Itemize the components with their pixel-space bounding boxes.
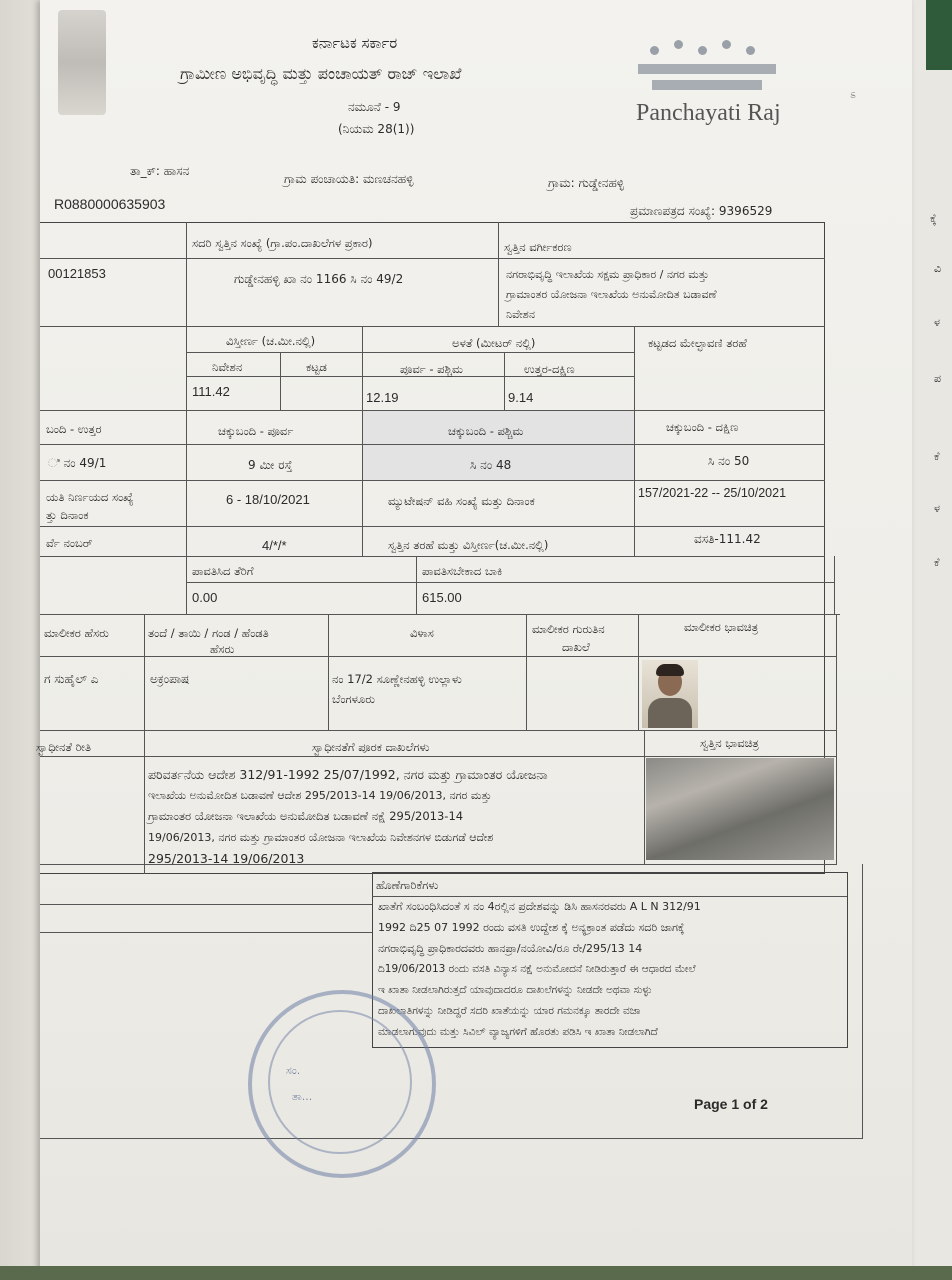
dept-title: ಗ್ರಾಮೀಣ ಅಭಿವೃದ್ಧಿ ಮತ್ತು ಪಂಚಾಯತ್ ರಾಜ್ ಇಲಾಖೆ: [180, 64, 462, 83]
next-page-char: ಕ್ಕೆ: [930, 212, 937, 225]
next-page-char: ಪ: [934, 372, 942, 385]
south-boundary-label: ಚಕ್ಕುಬಂದಿ - ದಕ್ಷಿಣ: [666, 420, 739, 434]
liabilities-text: [378, 896, 848, 1043]
form-number: ನಮೂನೆ - 9: [348, 100, 401, 114]
next-page-char: ಕೆ: [934, 556, 940, 569]
mutation-value: 157/2021-22 -- 25/10/2021: [638, 486, 787, 500]
page-number: Page 1 of 2: [694, 1096, 768, 1112]
owner-id-label-1: ಮಾಲೀಕರ ಗುರುತಿನ: [532, 622, 605, 636]
east-west-label: ಪೂರ್ವ - ಪಶ್ಚಿಮ: [400, 362, 463, 376]
building-label: ಕಟ್ಟಡ: [306, 360, 327, 374]
panchayati-raj-logo: [632, 38, 782, 100]
owner-id-label-2: ದಾಖಲೆ: [562, 640, 590, 654]
gram-panchayat: ಗ್ರಾಮ ಪಂಚಾಯತಿ: ಮಣಚನಹಳ್ಳಿ: [284, 172, 414, 186]
certificate-number: ಪ್ರಮಾಣಪತ್ರದ ಸಂಖ್ಯೆ: 9396529: [630, 204, 773, 218]
east-boundary-label: ಚಕ್ಕುಬಂದಿ - ಪೂರ್ವ: [218, 424, 294, 438]
owner-name-label: ಮಾಲೀಕರ ಹೆಸರು: [44, 626, 109, 640]
area-label: ವಿಸ್ತೀರ್ಣ (ಚ.ಮೀ.ನಲ್ಲಿ): [226, 334, 316, 348]
liabilities-line: ಇ ಖಾತಾ ನೀಡಲಾಗಿರುತ್ತದೆ ಯಾವುದಾದರೂ ದಾಖಲೆಗಳನ್ನು ನೀಡದೇ ಅಥವಾ ಸುಳ್ಳು: [378, 984, 653, 996]
owner-name: ಗ ಸುಹೈಲ್ ಎ: [44, 672, 99, 686]
next-page-char: ಳ: [934, 502, 940, 515]
resolution-value: 6 - 18/10/2021: [226, 492, 310, 507]
next-page-char: ಕೆ: [934, 450, 940, 463]
south-boundary-value: ಸಿ ನಂ 50: [708, 454, 750, 468]
liabilities-line: 1992 ದಿ25 07 1992 ರಂದು ವಸತಿ ಉದ್ದೇಶ ಕ್ಕೆ ಅನ್ಯಕ್ರಾಂತ ಪಡೆದು ಸದರಿ ಜಾಗಕ್ಕೆ: [378, 921, 685, 934]
classification-value-1: ನಗರಾಭಿವೃದ್ಧಿ ಇಲಾಖೆಯ ಸಕ್ಷಮ ಪ್ರಾಧಿಕಾರ / ನಗರ ಮತ್ತು: [506, 268, 709, 281]
owner-photo: [642, 660, 698, 728]
gov-title: ಕರ್ನಾಟಕ ಸರ್ಕಾರ: [312, 34, 398, 52]
north-south-label: ಉತ್ತರ-ದಕ್ಷಿಣ: [524, 362, 575, 376]
next-page-char: ಳ: [934, 316, 940, 329]
classification-label: ಸ್ವತ್ತಿನ ವರ್ಗೀಕರಣ: [504, 240, 572, 254]
owner-address-1: ನಂ 17/2 ಸೂಣ್ಣೇನಹಳ್ಳಿ ಉಲ್ಲಾಳು: [332, 672, 462, 686]
owner-parent-label-2: ಹೆಸರು: [210, 642, 235, 656]
tax-paid-label: ಪಾವತಿಸಿದ ತೆರಿಗೆ: [192, 564, 254, 578]
owner-photo-label: ಮಾಲೀಕರ ಭಾವಚಿತ್ರ: [684, 620, 759, 634]
acquisition-docs-line: ಗ್ರಾಮಾಂತರ ಯೋಜನಾ ಇಲಾಖೆಯ ಅನುಮೋದಿತ ಬಡಾವಣೆ ನಕ್ಷೆ 295/2013-14: [148, 809, 464, 823]
resolution-label-1: ಯತಿ ನಿರ್ಣಯದ ಸಂಖ್ಯೆ: [46, 490, 134, 504]
east-west-value: 12.19: [366, 390, 399, 405]
acquisition-docs-line: 19/06/2013, ನಗರ ಮತ್ತು ಗ್ರಾಮಾಂತರ ಯೋಜನಾ ಇಲಾಖೆಯ ನಿವೇಶನಗಳ ಬಿಡುಗಡೆ ಆದೇಶ: [148, 831, 494, 844]
site-label: ನಿವೇಶನ: [212, 360, 243, 374]
reference-id: R0880000635903: [54, 196, 166, 212]
acquisition-method-label: ಸ್ವಾಧೀನತೆ ರೀತಿ: [36, 740, 92, 754]
background-object: [926, 0, 952, 70]
background-floor: [0, 1266, 952, 1280]
building-roof-label: ಕಟ್ಟಡದ ಮೇಲ್ಛಾವಣಿ ತರಹೆ: [648, 336, 747, 350]
owner-address-2: ಬೆಂಗಳೂರು: [332, 692, 375, 706]
owner-address-label: ವಿಳಾಸ: [410, 626, 434, 640]
property-photo-label: ಸ್ವತ್ತಿನ ಭಾವಚಿತ್ರ: [700, 736, 759, 750]
north-south-value: 9.14: [508, 390, 534, 405]
acquisition-docs-line: 295/2013-14 19/06/2013: [148, 851, 305, 866]
acquisition-docs-line: ಪರಿವರ್ತನೆಯ ಆದೇಶ 312/91-1992 25/07/1992, ನಗರ ಮತ್ತು ಗ್ರಾಮಾಂತರ ಯೋಜನಾ: [148, 767, 548, 782]
dimensions-label: ಅಳತೆ (ಮೀಟರ್ ನಲ್ಲಿ): [452, 336, 536, 350]
liabilities-label: ಹೊಣೆಗಾರಿಕೆಗಳು: [376, 878, 439, 892]
survey-label: ರ್ವೆ ನಂಬರ್: [46, 536, 93, 550]
official-seal-inner: [268, 1010, 412, 1154]
property-photo: [646, 758, 834, 860]
tax-due-label: ಪಾವತಿಸಬೇಕಾದ ಬಾಕಿ: [422, 564, 503, 578]
liabilities-line: ದಿ19/06/2013 ರಂದು ವಸತಿ ವಿನ್ಯಾಸ ನಕ್ಷೆ ಅನುಮೋದನೆ ನೀಡಿರುತ್ತಾರೆ ಈ ಆಧಾರದ ಮೇಲೆ: [378, 963, 696, 975]
liabilities-line: ಮಾಡಲಾಗುವುದು ಮತ್ತು ಸಿವಿಲ್ ವ್ಯಾಜ್ಯಗಳಿಗೆ ಹೊರತು ಪಡಿಸಿ ಇ ಖಾತಾ ನೀಡಲಾಗಿದೆ: [378, 1026, 658, 1038]
next-page-char: ವಿ: [934, 262, 942, 275]
property-type-value: ವಸತಿ-111.42: [694, 532, 761, 546]
property-type-label: ಸ್ವತ್ತಿನ ತರಹೆ ಮತ್ತು ವಿಸ್ತೀರ್ಣ(ಚ.ಮೀ.ನಲ್ಲಿ): [388, 538, 549, 552]
owner-parent: ಅಕ್ರಂಪಾಷ: [150, 672, 190, 686]
resolution-label-2: ತ್ತು ದಿನಾಂಕ: [46, 508, 89, 522]
liabilities-line: ಖಾತೆಗೆ ಸಂಬಂಧಿಸಿದಂತೆ ಸ ನಂ 4ರಲ್ಲಿನ ಪ್ರದೇಶವನ್ನು ಡಿಸಿ ಹಾಸನರವರು A L N 312/91: [378, 900, 701, 913]
logo-text: Panchayati Raj: [636, 100, 781, 126]
stamp-line-2: ತಾ...: [292, 1090, 313, 1103]
acquisition-docs: [148, 764, 640, 869]
north-boundary-value: ಿ ನಂ 49/1: [48, 456, 107, 470]
taluk: ತಾ_ಕ್: ಹಾಸನ: [130, 164, 190, 178]
west-boundary-value: ಸಿ ನಂ 48: [470, 458, 512, 472]
margin-mark: ಽ: [850, 88, 856, 101]
north-boundary-label: ಬಂದಿ - ಉತ್ತರ: [46, 422, 102, 436]
classification-value-3: ನಿವೇಶನ: [506, 308, 535, 321]
property-no-label: ಸದರಿ ಸ್ವತ್ತಿನ ಸಂಖ್ಯೆ (ಗ್ರಾ.ಪಂ.ದಾಖಲೆಗಳ ಪ್ರಕಾರ): [192, 236, 373, 250]
classification-value-2: ಗ್ರಾಮಾಂತರ ಯೋಜನಾ ಇಲಾಖೆಯ ಅನುಮೋದಿತ ಬಡಾವಣೆ: [506, 288, 717, 301]
village: ಗ್ರಾಮ: ಗುಡ್ಡೇನಹಳ್ಳಿ: [548, 176, 625, 190]
property-id: 00121853: [48, 266, 106, 281]
site-area-value: 111.42: [192, 384, 230, 399]
tax-paid-value: 0.00: [192, 590, 218, 605]
property-no-value: ಗುಡ್ಡೇನಹಳ್ಳಿ ಖಾ ನಂ 1166 ಸಿ ನಂ 49/2: [234, 272, 404, 286]
rule-number: (ನಿಯಮ 28(1)): [338, 122, 415, 136]
acquisition-docs-label: ಸ್ವಾಧೀನತೆಗೆ ಪೂರಕ ದಾಖಲೆಗಳು: [312, 740, 430, 754]
stamp-line-1: ಸಂ.: [286, 1064, 301, 1077]
tax-due-value: 615.00: [422, 590, 462, 605]
acquisition-docs-line: ಇಲಾಖೆಯ ಅನುಮೋದಿತ ಬಡಾವಣೆ ಆದೇಶ 295/2013-14 19/06/2013, ನಗರ ಮತ್ತು: [148, 789, 492, 802]
next-page-edge: [912, 0, 952, 1280]
mutation-label: ಮ್ಯುಟೇಷನ್ ವಹಿ ಸಂಖ್ಯೆ ಮತ್ತು ದಿನಾಂಕ: [388, 494, 535, 508]
state-emblem: [58, 10, 106, 115]
west-boundary-label: ಚಕ್ಕುಬಂದಿ - ಪಶ್ಚಿಮ: [448, 424, 524, 438]
liabilities-line: ನಗರಾಭಿವೃದ್ಧಿ ಪ್ರಾಧಿಕಾರದವರು ಹಾನಪ್ರಾ/ನಯೋವಿ/ರೂ ರೇ/295/13 14: [378, 942, 643, 955]
owner-parent-label-1: ತಂದೆ / ತಾಯಿ / ಗಂಡ / ಹೆಂಡತಿ: [148, 626, 269, 640]
survey-value: 4/*/*: [262, 538, 287, 553]
liabilities-line: ದಾಖಲಾತಿಗಳನ್ನು ನೀಡಿದ್ದರೆ ಸದರಿ ಖಾತೆಯನ್ನು ಯಾರ ಗಮನಕ್ಕೂ ತಾರದೇ ವಜಾ: [378, 1005, 641, 1017]
east-boundary-value: 9 ಮೀ ರಸ್ತೆ: [248, 458, 293, 472]
document-page: [36, 0, 912, 1272]
